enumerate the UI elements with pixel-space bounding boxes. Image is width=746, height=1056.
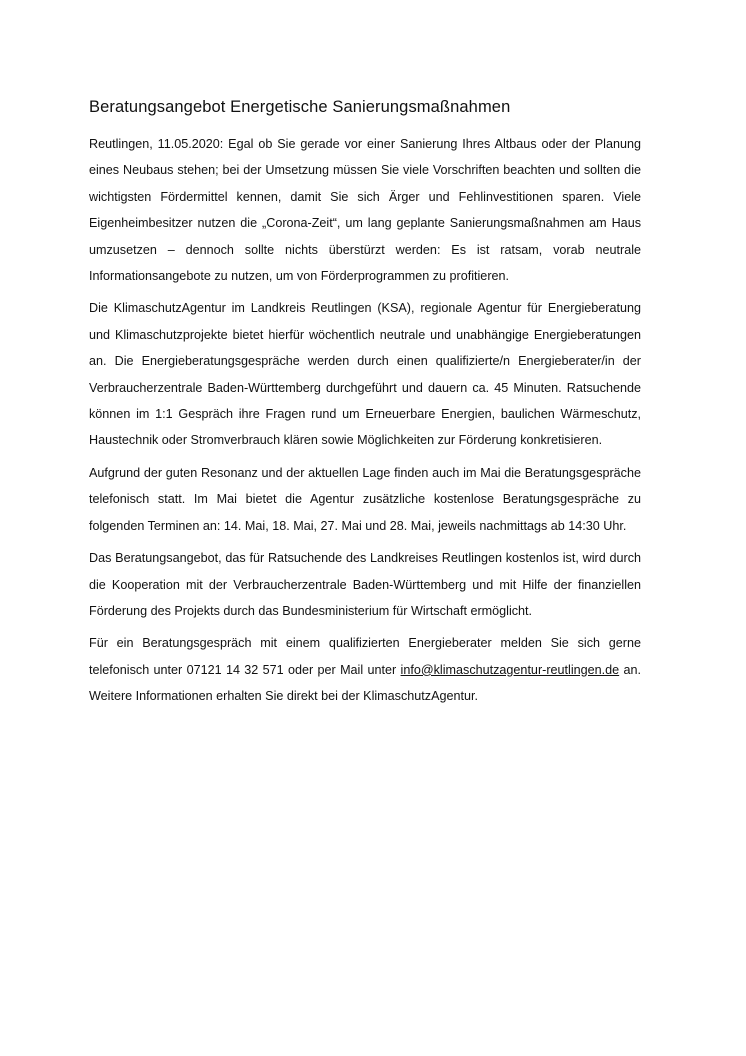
paragraph-agency: Die KlimaschutzAgentur im Landkreis Reutlingen (KSA), regionale Agentur für Energieberatung und Klimaschutzprojekte bietet hierfür wöchentlich neutrale und unabhängige Energieberatungen an. Die Energieberatungsgespräche werden durch einen qualifizierte/n Energieberater/in der Verbraucherzentrale Baden-Württemberg durchgeführt und dauern ca. 45 Minuten. Ratsuchende können im 1:1 Gespräch ihre Fragen rund um Erneuerbare Energien, baulichen Wärmeschutz, Haustechnik oder Stromverbrauch klären sowie Möglichkeiten zur Förderung konkretisieren. (89, 301, 641, 448)
contact-text-after: an. Weitere Informationen erhalten Sie direkt bei der KlimaschutzAgentur. (89, 662, 642, 704)
paragraph-intro: Reutlingen, 11.05.2020: Egal ob Sie gerade vor einer Sanierung Ihres Altbaus oder der Planung eines Neubaus stehen; bei der Umsetzung müssen Sie viele Vorschriften beachten und sollten die wichtigsten Fördermittel kennen, damit Sie sich Ärger und Fehlinvestitionen sparen. Viele Eigenheimbesitzer nutzen die „Corona-Zeit“, um lang geplante Sanierungsmaßnahmen am Haus umzusetzen – dennoch sollte nichts überstürzt werden: Es ist ratsam, vorab neutrale Informationsangebote zu nutzen, um von Förderprogrammen zu profitieren. (89, 137, 641, 284)
email-link[interactable]: info@klimaschutzagentur-reutlingen.de (400, 662, 620, 677)
page-title: Beratungsangebot Energetische Sanierungsmaßnahmen (89, 98, 511, 116)
paragraph-dates: Aufgrund der guten Resonanz und der aktuellen Lage finden auch im Mai die Beratungsgespräche telefonisch statt. Im Mai bietet die Agentur zusätzliche kostenlose Beratungsgespräche zu folgenden Terminen an: 14. Mai, 18. Mai, 27. Mai und 28. Mai, jeweils nachmittags ab 14:30 Uhr. (89, 465, 641, 533)
press-release (89, 96, 641, 716)
contact-text-before: Für ein Beratungsgespräch mit einem qualifizierten Energieberater melden Sie sich gerne telefonisch unter 07121 14 32 571 oder per Mail unter (89, 636, 641, 677)
paragraph-contact (89, 630, 641, 709)
paragraph-funding: Das Beratungsangebot, das für Ratsuchende des Landkreises Reutlingen kostenlos ist, wird durch die Kooperation mit der Verbraucherzentrale Baden-Württemberg und mit Hilfe der finanziellen Förderung des Projekts durch das Bundesministerium für Wirtschaft ermöglicht. (89, 551, 641, 618)
